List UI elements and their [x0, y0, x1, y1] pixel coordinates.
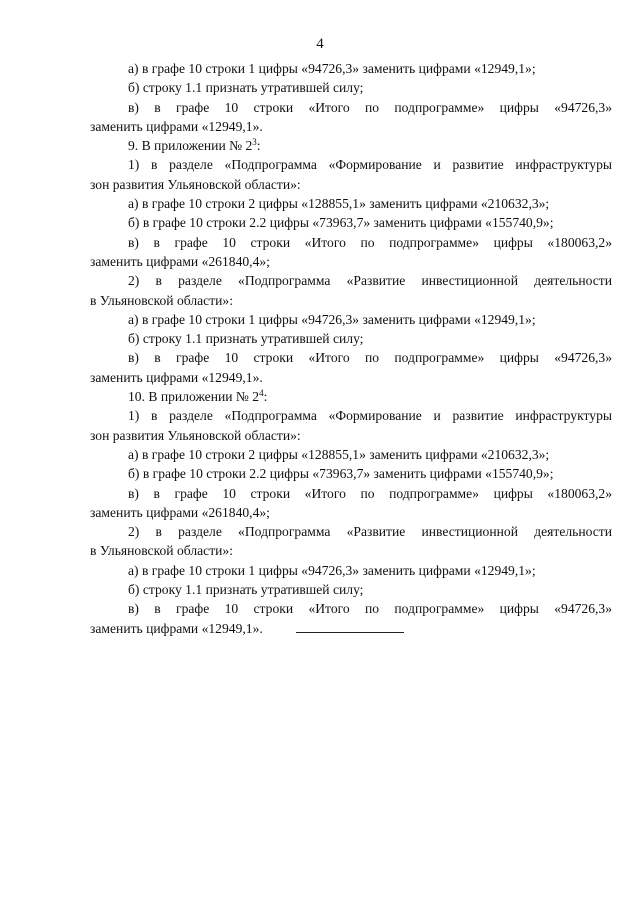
text-line [90, 155, 612, 174]
line-text: в) в графе 10 строки «Итого по подпрограмме» цифры «180063,2» [128, 234, 612, 250]
text-line [90, 310, 612, 329]
text-line [90, 348, 612, 367]
line-text: в) в графе 10 строки «Итого по подпрограмме» цифры «94726,3» [128, 350, 612, 366]
end-rule-divider [296, 632, 404, 633]
text-line [90, 59, 612, 78]
line-text: 10. В приложении № 2 [128, 389, 260, 405]
text-line [90, 233, 612, 252]
text-line [90, 78, 612, 97]
superscript: 3 [252, 137, 257, 148]
text-line [90, 271, 612, 290]
line-text: зон развития Ульяновской области»: [90, 176, 301, 192]
line-tail: : [263, 389, 268, 405]
line-text: заменить цифрами «12949,1». [90, 369, 263, 385]
line-text: 2) в разделе «Подпрограмма «Развитие инвестиционной деятельности [128, 524, 612, 540]
line-text: а) в графе 10 строки 1 цифры «94726,3» заменить цифрами «12949,1»; [128, 311, 536, 327]
text-line [90, 368, 612, 387]
line-text: б) строку 1.1 признать утратившей силу; [128, 80, 364, 96]
line-text: 9. В приложении № 2 [128, 138, 253, 154]
text-line [90, 252, 612, 271]
text-line [90, 464, 612, 483]
line-text: а) в графе 10 строки 1 цифры «94726,3» заменить цифрами «12949,1»; [128, 61, 536, 76]
line-text: заменить цифрами «261840,4»; [90, 504, 270, 520]
text-line [90, 406, 612, 425]
line-text: 2) в разделе «Подпрограмма «Развитие инвестиционной деятельности [128, 273, 612, 289]
text-line [90, 619, 612, 638]
document-body [90, 59, 612, 638]
text-line [90, 387, 612, 406]
line-text: а) в графе 10 строки 1 цифры «94726,3» заменить цифрами «12949,1»; [128, 562, 536, 578]
line-text: заменить цифрами «12949,1». [90, 118, 263, 134]
line-text: в) в графе 10 строки «Итого по подпрограмме» цифры «94726,3» [128, 99, 612, 115]
text-line [90, 599, 612, 618]
line-text: б) строку 1.1 признать утратившей силу; [128, 582, 364, 598]
text-line [90, 175, 612, 194]
text-line [90, 98, 612, 117]
line-text: заменить цифрами «12949,1». [90, 620, 263, 636]
line-text: в Ульяновской области»: [90, 292, 233, 308]
line-text: а) в графе 10 строки 2 цифры «128855,1» заменить цифрами «210632,3»; [128, 446, 550, 462]
text-line [90, 213, 612, 232]
line-text: а) в графе 10 строки 2 цифры «128855,1» заменить цифрами «210632,3»; [128, 196, 550, 212]
line-text: 1) в разделе «Подпрограмма «Формирование и развитие инфраструктуры [128, 408, 612, 424]
text-line [90, 445, 612, 464]
text-line [90, 580, 612, 599]
text-line [90, 291, 612, 310]
text-line [90, 484, 612, 503]
text-line [90, 503, 612, 522]
text-line [90, 426, 612, 445]
line-text: б) в графе 10 строки 2.2 цифры «73963,7» заменить цифрами «155740,9»; [128, 466, 554, 482]
text-line [90, 541, 612, 560]
text-line [90, 522, 612, 541]
page-number: 4 [316, 36, 324, 52]
line-text: зон развития Ульяновской области»: [90, 427, 301, 443]
line-text: в) в графе 10 строки «Итого по подпрограмме» цифры «180063,2» [128, 485, 612, 501]
line-tail: : [256, 138, 261, 154]
line-text: в Ульяновской области»: [90, 543, 233, 559]
line-text: б) в графе 10 строки 2.2 цифры «73963,7» заменить цифрами «155740,9»; [128, 215, 554, 231]
text-line [90, 117, 612, 136]
text-line [90, 329, 612, 348]
line-text: б) строку 1.1 признать утратившей силу; [128, 331, 364, 347]
line-text: заменить цифрами «261840,4»; [90, 253, 270, 269]
text-line [90, 561, 612, 580]
text-line [90, 136, 612, 155]
superscript: 4 [259, 388, 264, 399]
line-text: в) в графе 10 строки «Итого по подпрограмме» цифры «94726,3» [128, 601, 612, 617]
text-line [90, 194, 612, 213]
line-text: 1) в разделе «Подпрограмма «Формирование и развитие инфраструктуры [128, 157, 612, 173]
